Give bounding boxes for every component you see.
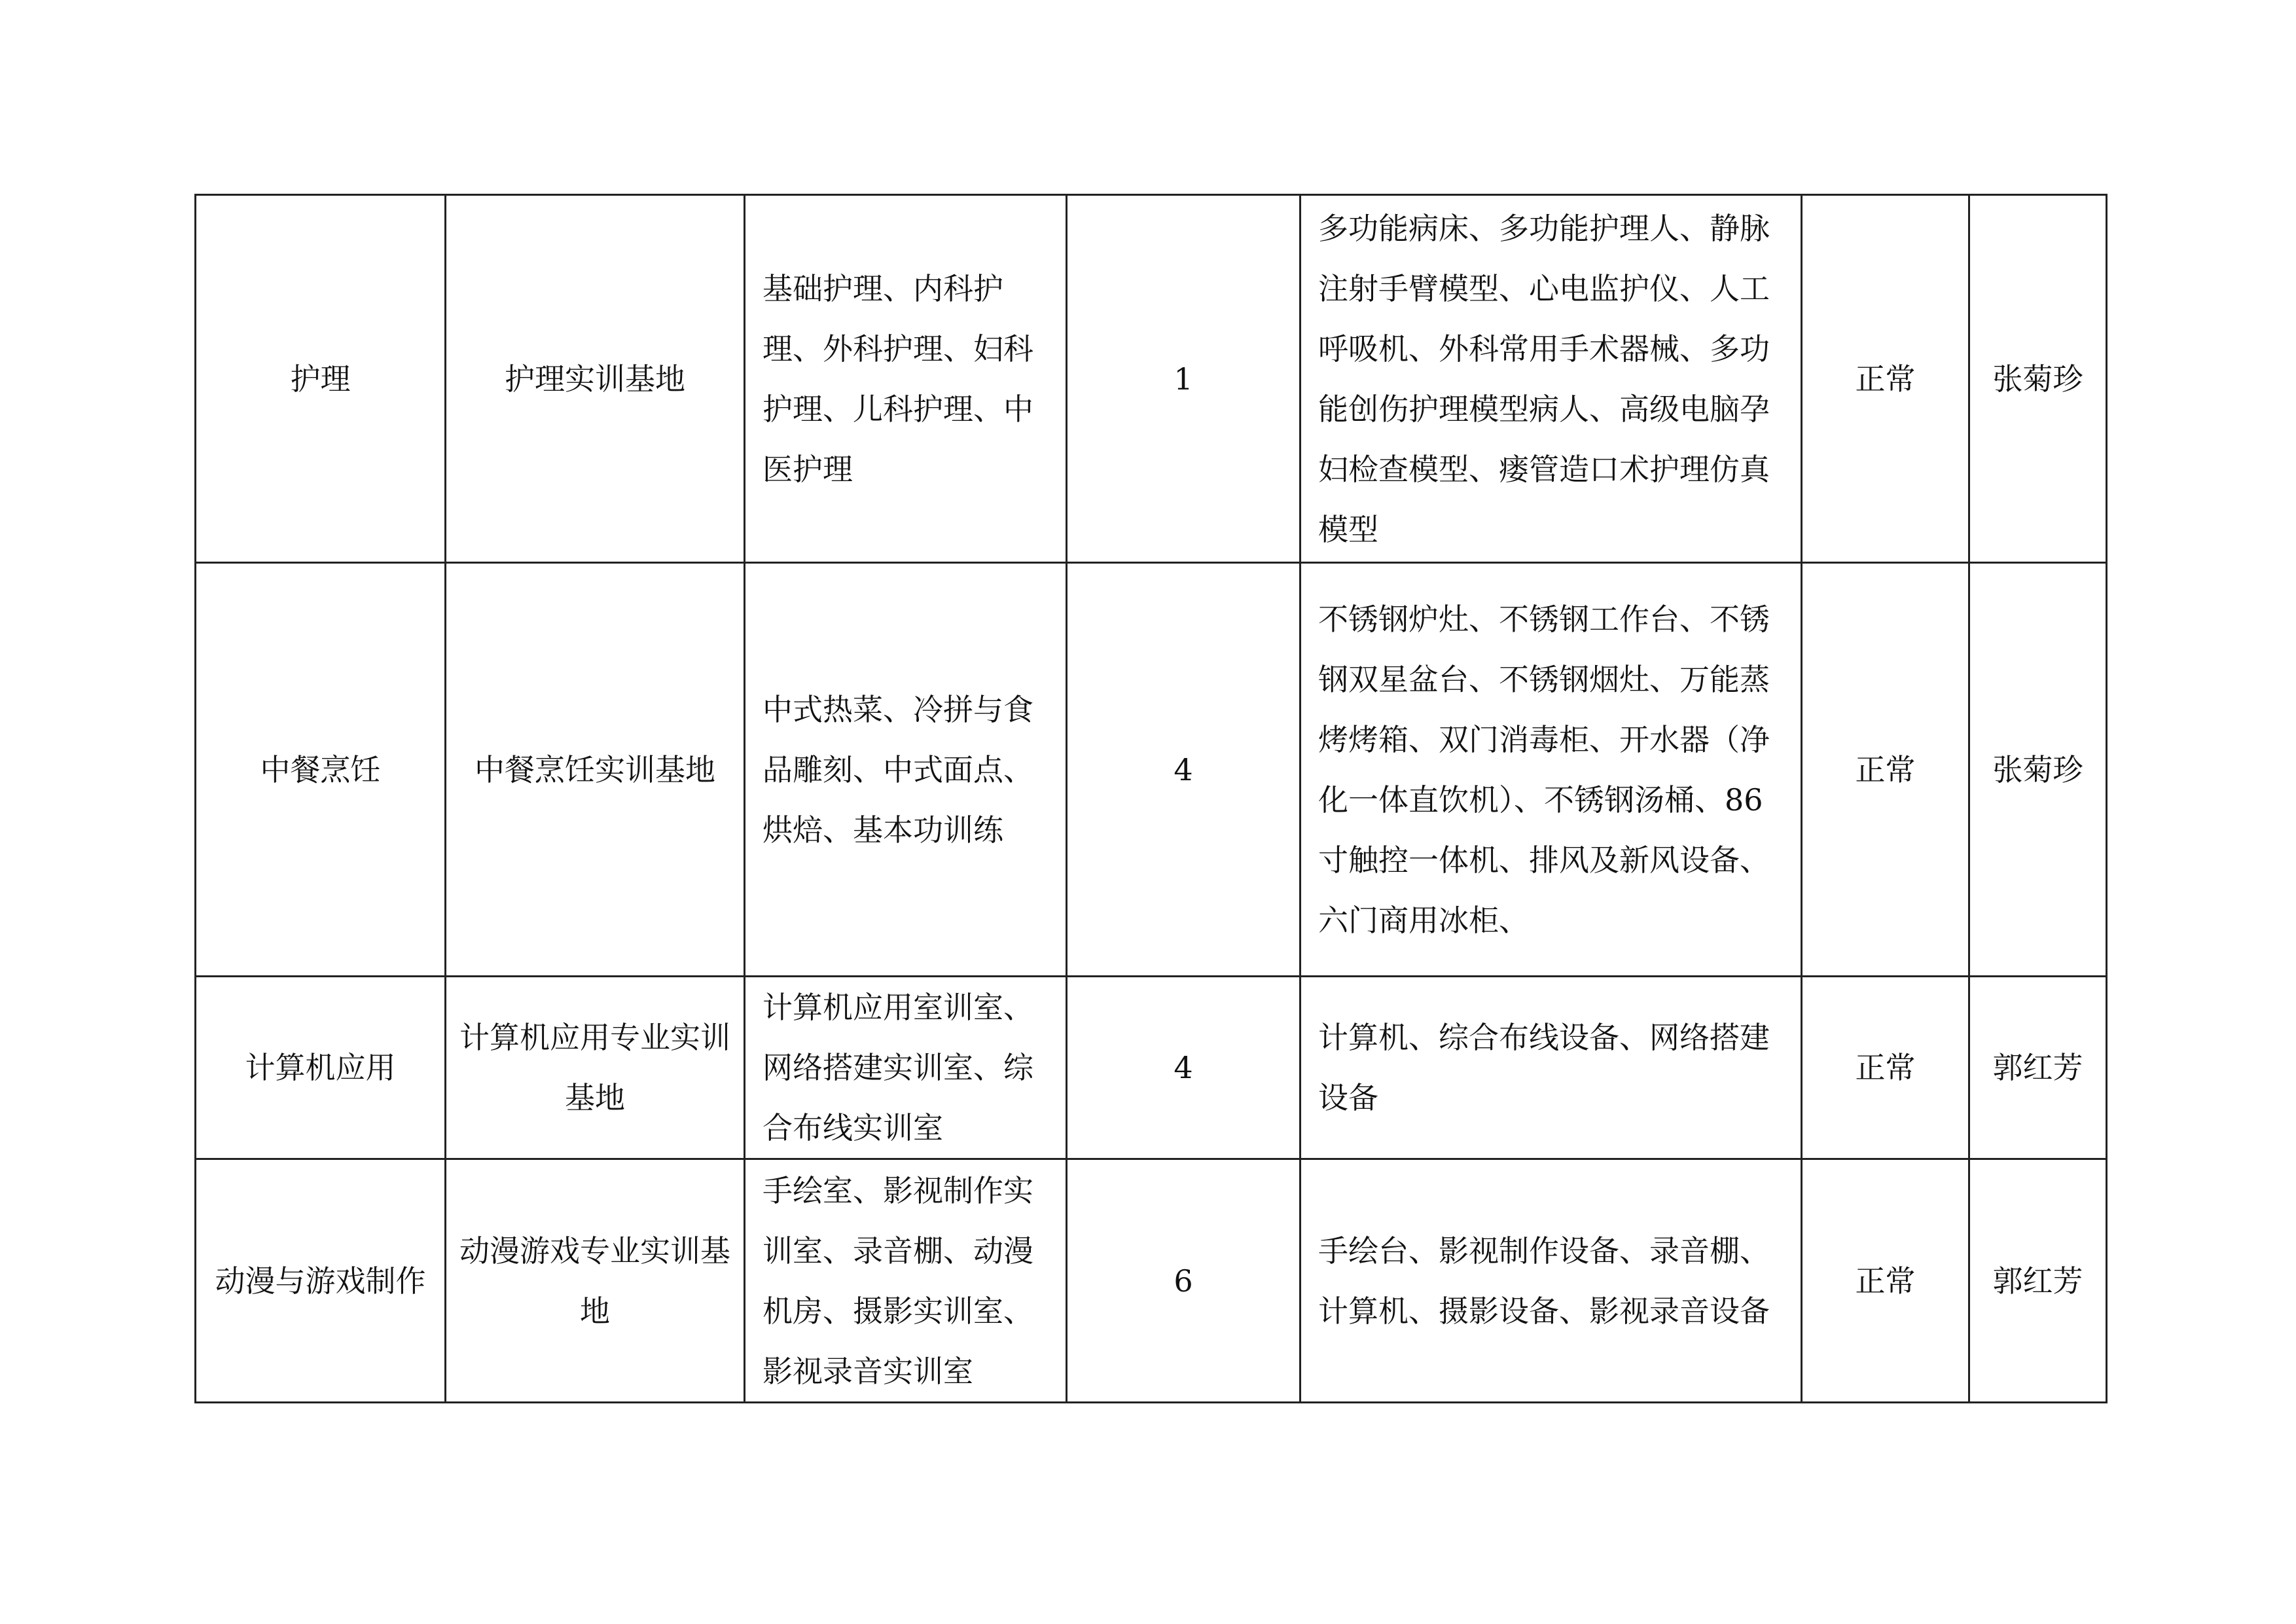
major-cell [196, 195, 446, 563]
equipment-cell [1300, 563, 1802, 977]
base-cell [446, 977, 745, 1159]
base-cell [446, 195, 745, 563]
training-base-table [194, 194, 2108, 1403]
base-text: 护理实训基地 [505, 361, 685, 397]
major-cell [196, 977, 446, 1159]
equipment-text: 计算机、综合布线设备、网络搭建设备 [1318, 1020, 1770, 1115]
status-text: 正常 [1855, 361, 1916, 397]
count-text: 4 [1174, 751, 1193, 787]
count-cell [1067, 977, 1300, 1159]
major-text: 中餐烹饪 [260, 751, 381, 787]
person-cell [1969, 195, 2107, 563]
count-text: 6 [1174, 1263, 1193, 1299]
person-text: 张菊珍 [1992, 751, 2083, 787]
status-cell [1802, 563, 1969, 977]
count-text: 4 [1174, 1050, 1193, 1085]
equipment-text: 不锈钢炉灶、不锈钢工作台、不锈钢双星盆台、不锈钢烟灶、万能蒸烤烤箱、双门消毒柜、开水器（净化一体直饮机）、不锈钢汤桶、86寸触控一体机、排风及新风设备、六门商用冰柜、 [1318, 601, 1770, 938]
status-cell [1802, 1159, 1969, 1403]
rooms-text: 中式热菜、冷拼与食品雕刻、中式面点、烘焙、基本功训练 [762, 691, 1033, 848]
rooms-cell [745, 1159, 1067, 1403]
major-text: 动漫与游戏制作 [215, 1263, 426, 1299]
rooms-text: 手绘室、影视制作实训室、录音棚、动漫机房、摄影实训室、影视录音实训室 [762, 1172, 1033, 1389]
table-row [196, 977, 2107, 1159]
base-cell [446, 563, 745, 977]
base-text: 计算机应用专业实训基地 [459, 1020, 730, 1115]
equipment-text: 多功能病床、多功能护理人、静脉注射手臂模型、心电监护仪、人工呼吸机、外科常用手术器械、多功能创伤护理模型病人、高级电脑孕妇检查模型、瘘管造口术护理仿真模型 [1318, 210, 1770, 547]
equipment-text: 手绘台、影视制作设备、录音棚、计算机、摄影设备、影视录音设备 [1318, 1233, 1770, 1329]
rooms-cell [745, 977, 1067, 1159]
person-cell [1969, 977, 2107, 1159]
major-text: 计算机应用 [245, 1050, 396, 1085]
count-cell [1067, 1159, 1300, 1403]
rooms-text: 计算机应用室训室、网络搭建实训室、综合布线实训室 [762, 990, 1033, 1146]
table-row [196, 563, 2107, 977]
equipment-cell [1300, 195, 1802, 563]
major-text: 护理 [290, 361, 351, 397]
major-cell [196, 1159, 446, 1403]
base-text: 中餐烹饪实训基地 [475, 751, 715, 787]
status-cell [1802, 195, 1969, 563]
person-text: 郭红芳 [1992, 1263, 2083, 1299]
count-cell [1067, 195, 1300, 563]
count-cell [1067, 563, 1300, 977]
table-row [196, 1159, 2107, 1403]
person-cell [1969, 1159, 2107, 1403]
rooms-cell [745, 563, 1067, 977]
person-text: 郭红芳 [1992, 1050, 2083, 1085]
base-text: 动漫游戏专业实训基地 [459, 1233, 730, 1329]
status-cell [1802, 977, 1969, 1159]
person-text: 张菊珍 [1992, 361, 2083, 397]
table-row [196, 195, 2107, 563]
rooms-cell [745, 195, 1067, 563]
base-cell [446, 1159, 745, 1403]
major-cell [196, 563, 446, 977]
equipment-cell [1300, 1159, 1802, 1403]
rooms-text: 基础护理、内科护理、外科护理、妇科护理、儿科护理、中医护理 [762, 270, 1033, 487]
status-text: 正常 [1855, 1263, 1916, 1299]
count-text: 1 [1174, 361, 1193, 397]
person-cell [1969, 563, 2107, 977]
equipment-cell [1300, 977, 1802, 1159]
status-text: 正常 [1855, 751, 1916, 787]
status-text: 正常 [1855, 1050, 1916, 1085]
